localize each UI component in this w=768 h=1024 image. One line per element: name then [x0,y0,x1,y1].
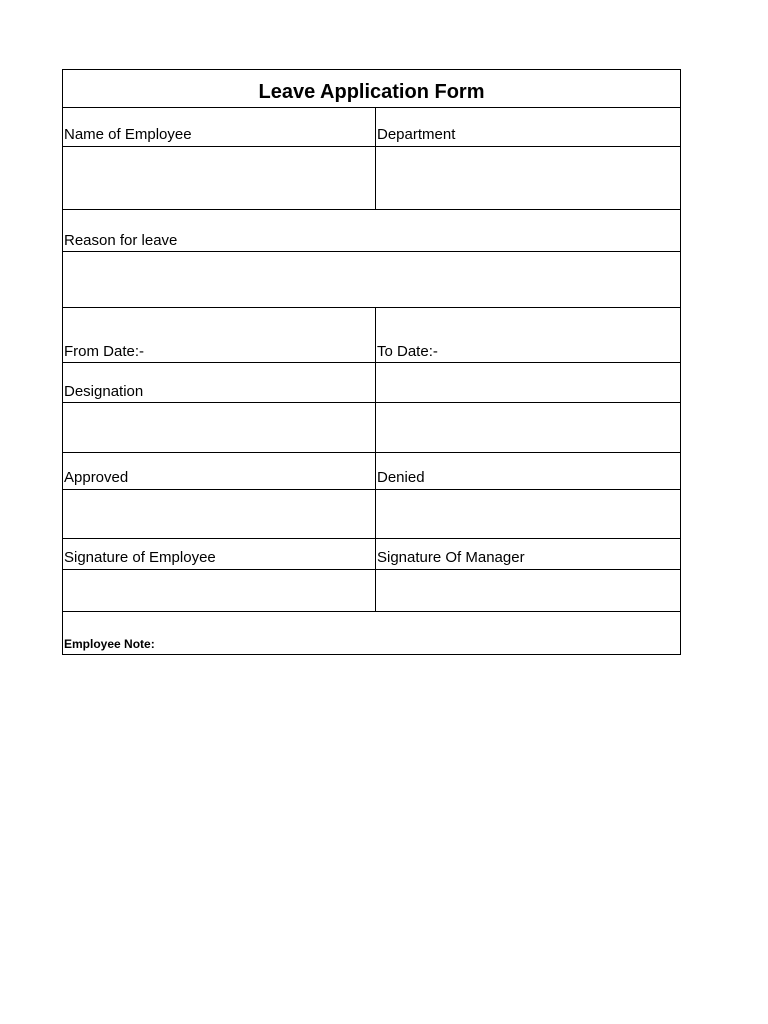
reason-for-leave-field[interactable] [63,252,680,307]
signature-of-employee-label: Signature of Employee [64,549,216,566]
name-of-employee-field[interactable] [63,147,375,209]
signature-of-manager-label: Signature Of Manager [377,549,525,566]
designation-label: Designation [64,383,144,400]
from-date-label: From Date:- [64,343,145,360]
employee-note-label: Employee Note: [64,637,155,651]
column-divider [375,307,376,611]
to-date-label: To Date:- [377,343,438,360]
approved-label: Approved [64,469,129,486]
divider [62,307,681,308]
denied-field[interactable] [376,490,680,538]
divider [62,611,681,612]
divider [62,209,681,210]
form-title: Leave Application Form [258,81,485,103]
divider [62,538,681,539]
designation-extra-field[interactable] [376,403,680,452]
divider [62,452,681,453]
divider [62,362,681,363]
signature-of-manager-field[interactable] [376,570,680,611]
designation-field[interactable] [63,403,375,452]
reason-for-leave-label: Reason for leave [64,232,178,249]
approved-field[interactable] [63,490,375,538]
signature-of-employee-field[interactable] [63,570,375,611]
denied-label: Denied [377,469,425,486]
name-of-employee-label: Name of Employee [64,126,192,143]
leave-application-form [62,69,681,655]
divider [62,107,681,108]
department-field[interactable] [376,147,680,209]
department-label: Department [377,126,456,143]
